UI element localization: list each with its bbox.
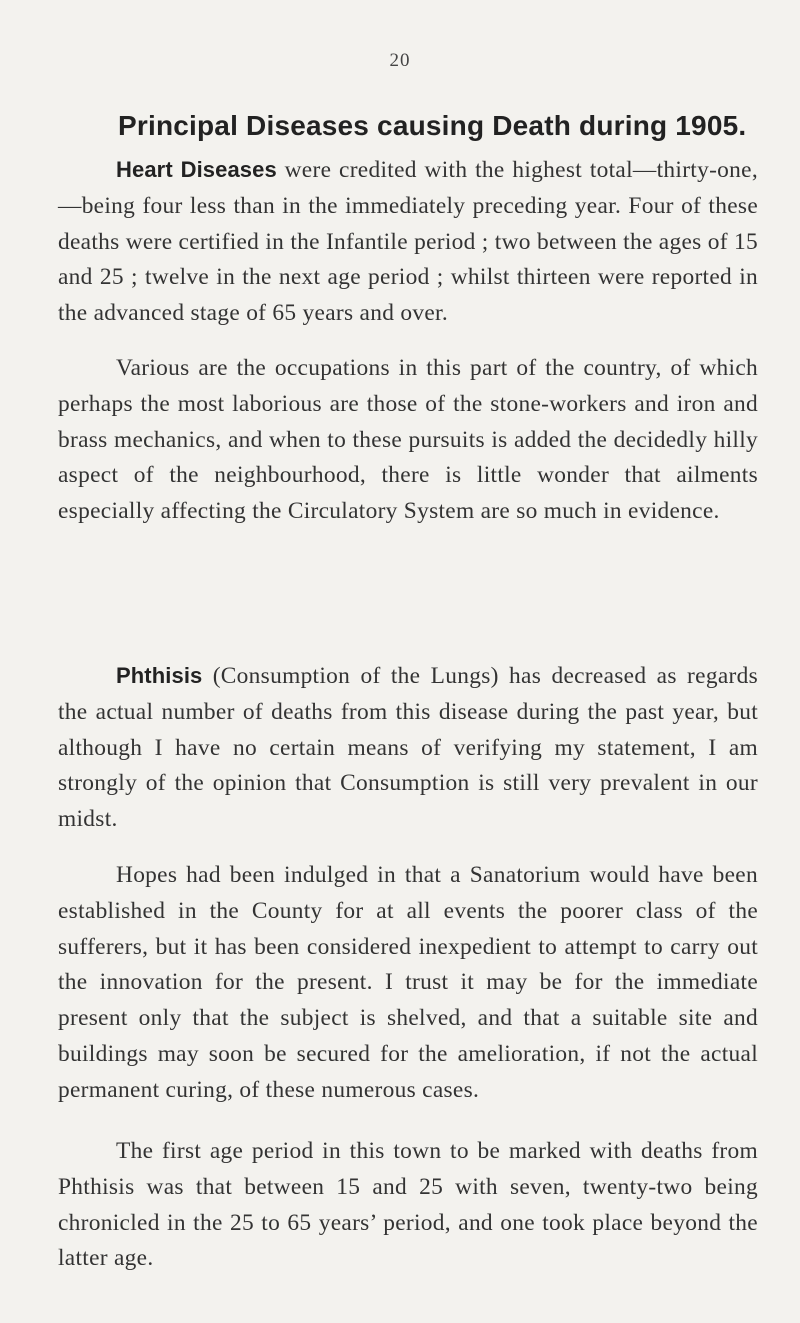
paragraph-sanatorium: [58, 858, 758, 1109]
paragraph-age-period: [58, 1134, 758, 1277]
paragraph-text: (Consumption of the Lungs) has decreased as regards the actual number of deaths from this disease during the past year, but although I have no certain means of verifying my statement, I am strongly of the opinion that Consumption is still very prevalent in our midst.: [58, 663, 758, 833]
paragraph-text: The first age period in this town to be marked with deaths from Phthisis was that between 15 and 25 with seven, twenty-two being chronicled in the 25 to 65 years’ period, and one took place beyond the latter age.: [58, 1138, 758, 1272]
paragraph-text: Hopes had been indulged in that a Sanatorium would have been established in the County for at all events the poorer class of the sufferers, but it has been considered inexpedient to attempt to carry out the innovation for the present. I trust it may be for the immediate present only that the subject is shelved, and that a suitable site and buildings may soon be secured for the amelioration, if not the actual permanent curing, of these numerous cases.: [58, 862, 758, 1103]
page-title: Principal Diseases causing Death during 1905.: [118, 110, 747, 141]
paragraph-phthisis: [58, 658, 758, 838]
paragraph-lead-phthisis: Phthisis: [116, 663, 203, 688]
paragraph-occupations: [58, 351, 758, 530]
page-number: 20: [389, 50, 411, 71]
paragraph-heart-diseases: [58, 152, 758, 332]
paragraph-text: were credited with the highest total—thirty-one,—being four less than in the immediately preceding year. Four of these deaths were certified in the Infantile period ; two between the ages of 15 and 25 ; twelve in the next age period ; whilst thirteen were reported in the advanced stage of 65 years and over.: [58, 157, 758, 327]
paragraph-lead-heart-diseases: Heart Diseases: [116, 157, 277, 182]
paragraph-text: Various are the occupations in this part of the country, of which perhaps the most laborious are those of the stone-workers and iron and brass mechanics, and when to these pursuits is added the decidedly hilly aspect of the neighbourhood, there is little wonder that ailments especially affecting the Circulatory System are so much in evidence.: [58, 355, 758, 525]
